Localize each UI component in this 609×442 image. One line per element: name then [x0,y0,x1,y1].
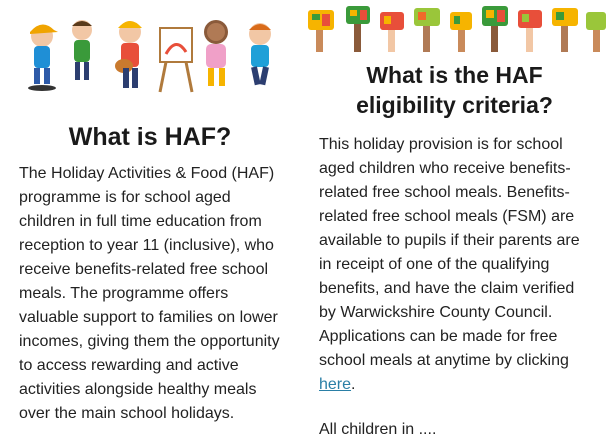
eligibility-heading-line-1: What is the HAF [366,62,543,88]
kid-girl-figure [204,20,228,86]
eligibility-heading [300,60,609,120]
tray-hand-1 [308,10,334,52]
hands-holding-lunch-trays-illustration [302,2,609,54]
next-paragraph-partial: All children in .... [319,421,437,438]
easel-figure [160,28,192,92]
haf-heading: What is HAF? [68,123,232,151]
kid-green-figure [72,20,92,80]
eligibility-heading-line-2: eligibility criteria? [356,92,553,118]
eligibility-text-end: . [351,376,356,393]
eligibility-description [319,133,594,397]
tray-hand-8 [552,8,578,52]
tray-hand-3 [380,12,404,52]
tray-hand-2 [346,6,370,52]
tray-hand-5 [450,12,472,52]
tray-hand-7 [518,10,542,52]
free-school-meals-link[interactable]: here [319,376,352,393]
tray-hand-4 [414,8,440,52]
kid-cap-figure [28,24,58,91]
haf-description: The Holiday Activities & Food (HAF) programme is for school aged children in full time education from reception to year 11 (inclusive), who receive benefits-related free school meals. The programme offers valuable support to families on lower incomes, giving them the opportunity to access rewarding and active activities alongside healthy meals over the main school holidays. [19,165,280,422]
tray-hand-6 [482,6,508,52]
eligibility-text: This holiday provision is for school aged children who receive benefits-related free school meals. Benefits-related free school meals (FSM) are available to pupils if their parents are in receipt of one of the qualifying benefits, and have the claim verified by Warwickshire County Council. Applications can be made for free school meals at anytime by clicking [319,136,580,369]
kid-guitar-figure [115,21,142,88]
children-playing-illustration [20,8,282,96]
kid-running-figure [249,23,271,85]
tray-hand-9 [586,12,606,52]
